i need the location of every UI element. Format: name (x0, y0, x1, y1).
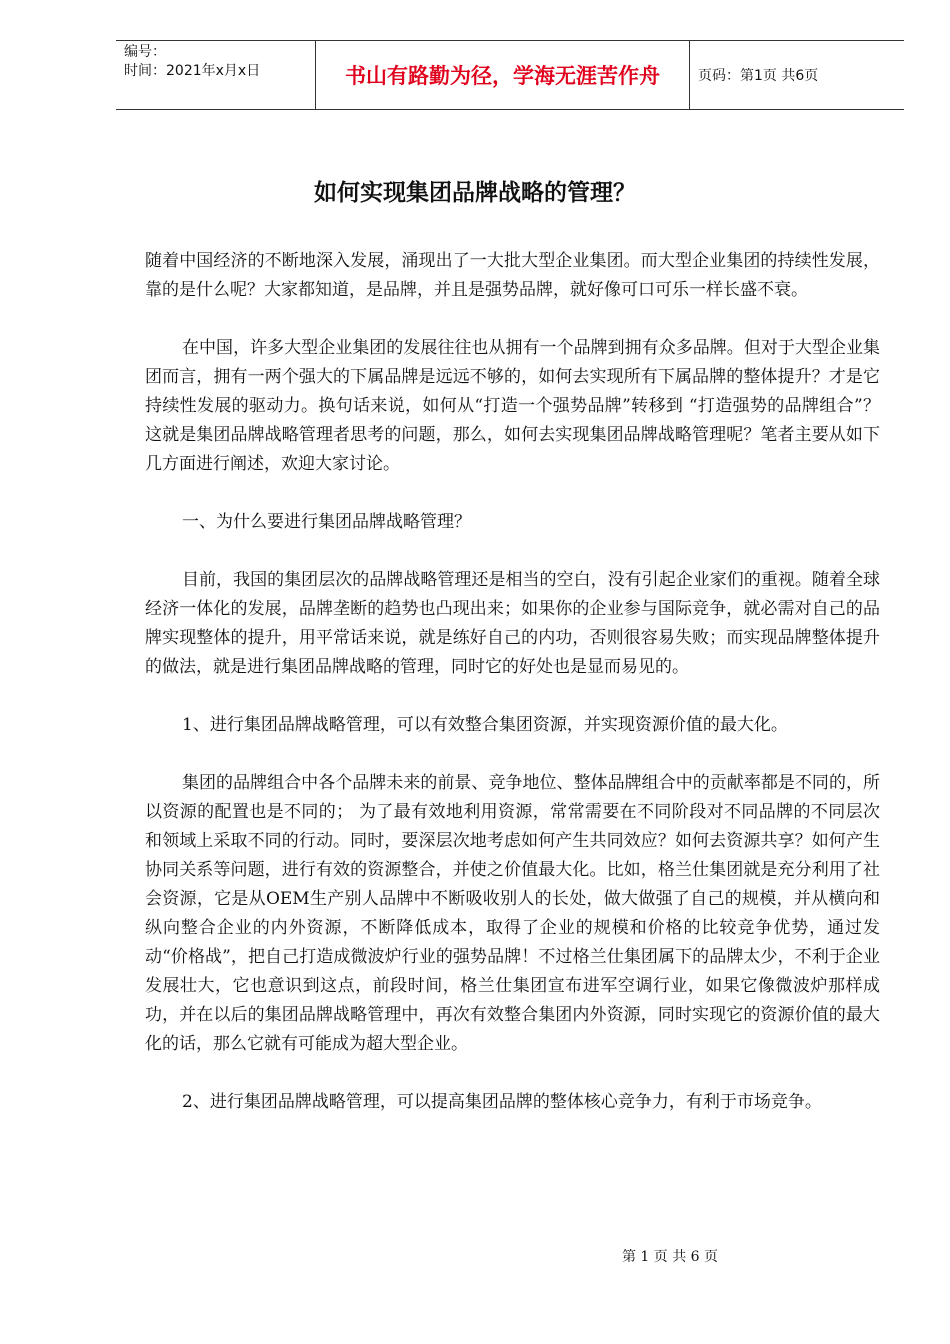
paragraph-intro: 随着中国经济的不断地深入发展，涌现出了一大批大型企业集团。而大型企业集团的持续性发展，靠的是什么呢？大家都知道，是品牌，并且是强势品牌，就好像可口可乐一样长盛不衰。 (145, 251, 880, 300)
paragraph: 集团的品牌组合中各个品牌未来的前景、竞争地位、整体品牌组合中的贡献率都是不同的，所以资源的配置也是不同的； 为了最有效地利用资源，常常需要在不同阶段对不同品牌的不同层次和领域上采取不同的行动。同时，要深层次地考虑如何产生共同效应？如何去资源共享？如何产生协同关系等问题，进行有效的资源整合，并使之价值最大化。比如，格兰仕集团就是充分利用了社会资源，它是从OEM生产别人品牌中不断吸收别人的长处，做大做强了自己的规模，并从横向和纵向整合企业的内外资源，不断降低成本，取得了企业的规模和价格的比较竞争优势，通过发动“价格战”，把自己打造成微波炉行业的强势品牌！不过格兰仕集团属下的品牌太少，不利于企业发展壮大，它也意识到这点，前段时间，格兰仕集团宣布进军空调行业，如果它像微波炉那样成功，并在以后的集团品牌战略管理中，再次有效整合集团内外资源，同时实现它的资源价值的最大化的话，那么它就有可能成为超大型企业。 (145, 773, 880, 1054)
subsection-heading: 1、进行集团品牌战略管理，可以有效整合集团资源，并实现资源价值的最大化。 (182, 715, 788, 735)
page-footer: 第 1 页 共 6 页 (621, 1249, 719, 1265)
header-meta (116, 41, 316, 109)
document-body (145, 247, 880, 1146)
section-heading: 一、为什么要进行集团品牌战略管理？ (182, 512, 471, 532)
number-label: 编号： (124, 44, 166, 60)
page-header (116, 40, 904, 110)
subsection-heading: 2、进行集团品牌战略管理，可以提高集团品牌的整体核心竞争力，有利于市场竞争。 (182, 1092, 822, 1112)
paragraph: 在中国，许多大型企业集团的发展往往也从拥有一个品牌到拥有众多品牌。但对于大型企业集团而言，拥有一两个强大的下属品牌是远远不够的，如何去实现所有下属品牌的整体提升？才是它持续性发展的驱动力。换句话来说，如何从“打造一个强势品牌”转移到 “打造强势的品牌组合”？这就是集团品牌战略管理者思考的问题，那么，如何去实现集团品牌战略管理呢？笔者主要从如下几方面进行阐述，欢迎大家讨论。 (145, 338, 880, 474)
time-label: 时间：2021年x月x日 (124, 63, 261, 79)
header-motto: 书山有路勤为径，学海无涯苦作舟 (316, 41, 690, 109)
paragraph: 目前，我国的集团层次的品牌战略管理还是相当的空白，没有引起企业家们的重视。随着全球经济一体化的发展，品牌垄断的趋势也凸现出来；如果你的企业参与国际竞争，就必需对自己的品牌实现整体的提升，用平常话来说，就是练好自己的内功，否则很容易失败；而实现品牌整体提升的做法，就是进行集团品牌战略的管理，同时它的好处也是显而易见的。 (145, 570, 880, 677)
document-title: 如何实现集团品牌战略的管理？ (314, 180, 636, 206)
header-page-info: 页码：第1页 共6页 (698, 68, 819, 84)
